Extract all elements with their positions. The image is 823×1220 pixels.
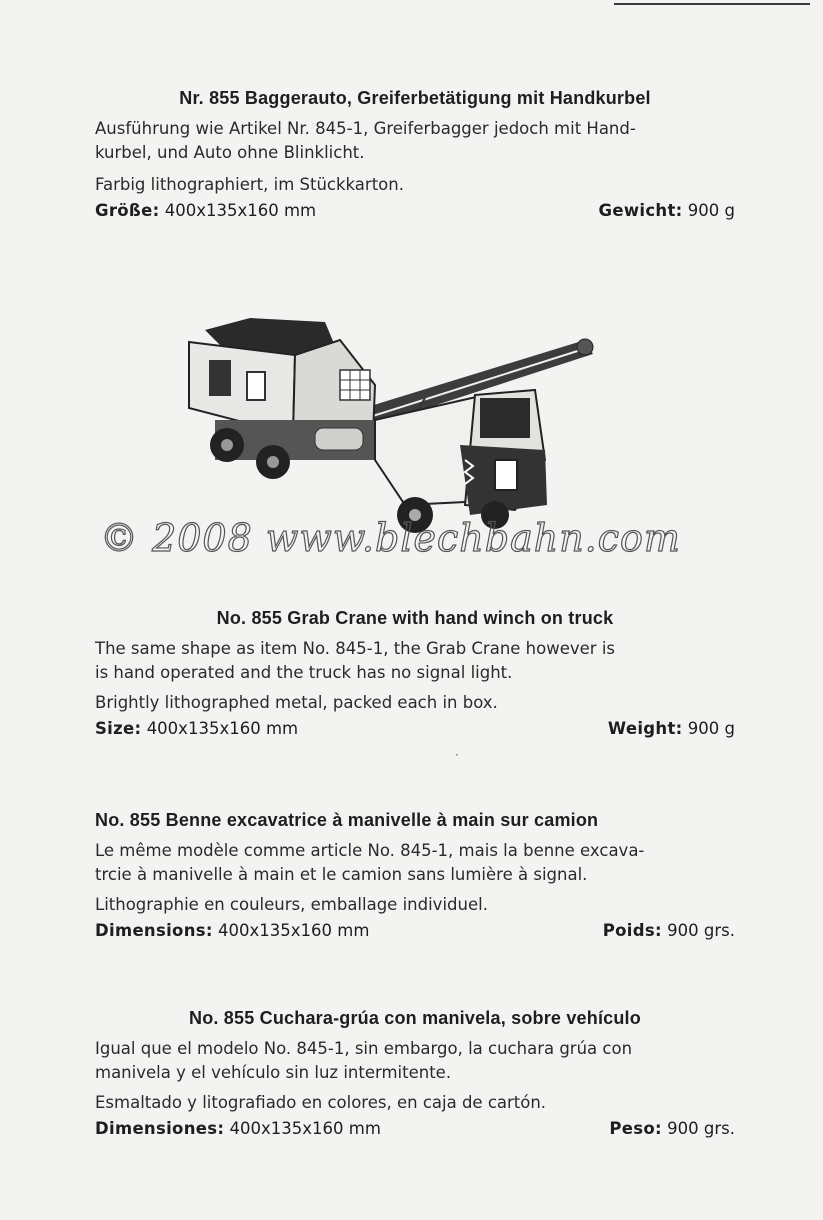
size-value: 400x135x160 mm	[229, 1119, 381, 1138]
desc-line: Esmaltado y litografiado en colores, en caja de cartón.	[95, 1093, 547, 1112]
weight-spec	[598, 201, 735, 220]
weight-value: 900 grs.	[667, 921, 735, 940]
top-rule	[614, 3, 810, 5]
title-german: Nr. 855 Baggerauto, Greiferbetätigung mit Handkurbel	[179, 88, 651, 108]
desc-line: manivela y el vehículo sin luz intermitente.	[95, 1063, 452, 1082]
size-value: 400x135x160 mm	[164, 201, 317, 220]
title-french: No. 855 Benne excavatrice à manivelle à main sur camion	[95, 810, 599, 830]
desc-line: kurbel, und Auto ohne Blinklicht.	[95, 143, 365, 162]
size-spec	[95, 719, 298, 738]
size-label: Dimensiones:	[95, 1119, 225, 1138]
size-label: Size:	[95, 719, 142, 738]
weight-spec	[609, 1119, 735, 1138]
weight-label: Poids:	[602, 921, 662, 940]
weight-label: Weight:	[607, 719, 683, 738]
spec-row	[95, 719, 735, 738]
size-spec	[95, 921, 369, 940]
print-speck: ·	[455, 748, 459, 762]
desc-line: trcie à manivelle à main et le camion sans lumière à signal.	[95, 865, 588, 884]
size-label: Dimensions:	[95, 921, 213, 940]
section-french	[95, 810, 735, 940]
section-english	[95, 608, 735, 738]
desc-line: Le même modèle comme article No. 845-1, mais la benne excava-	[95, 841, 645, 860]
desc-line: Ausführung wie Artikel Nr. 845-1, Greiferbagger jedoch mit Hand-	[95, 119, 636, 138]
size-label: Größe:	[95, 201, 160, 220]
desc-line: Igual que el modelo No. 845-1, sin embargo, la cuchara grúa con	[95, 1039, 633, 1058]
size-value: 400x135x160 mm	[146, 719, 299, 738]
title-spanish: No. 855 Cuchara-grúa con manivela, sobre vehículo	[189, 1008, 641, 1028]
weight-value: 900 g	[687, 719, 735, 738]
desc-line: is hand operated and the truck has no signal light.	[95, 663, 513, 682]
copyright-watermark: © 2008 www.blechbahn.com	[100, 516, 681, 560]
section-german	[95, 88, 735, 220]
spec-row	[95, 201, 735, 220]
desc-line: The same shape as item No. 845-1, the Grab Crane however is	[95, 639, 616, 658]
size-value: 400x135x160 mm	[218, 921, 370, 940]
toy-crane-truck-photo	[175, 300, 615, 540]
weight-label: Gewicht:	[598, 201, 683, 220]
weight-label: Peso:	[609, 1119, 662, 1138]
section-spanish	[95, 1008, 735, 1138]
weight-spec	[603, 921, 735, 940]
desc-line: Lithographie en couleurs, emballage individuel.	[95, 895, 488, 914]
spec-row	[95, 1119, 735, 1138]
desc-line: Farbig lithographiert, im Stückkarton.	[95, 175, 404, 194]
desc-line: Brightly lithographed metal, packed each in box.	[95, 693, 498, 712]
weight-spec	[608, 719, 735, 738]
size-spec	[95, 201, 316, 220]
title-english: No. 855 Grab Crane with hand winch on truck	[216, 608, 614, 628]
spec-row	[95, 921, 735, 940]
size-spec	[95, 1119, 381, 1138]
weight-value: 900 grs.	[667, 1119, 735, 1138]
weight-value: 900 g	[687, 201, 735, 220]
